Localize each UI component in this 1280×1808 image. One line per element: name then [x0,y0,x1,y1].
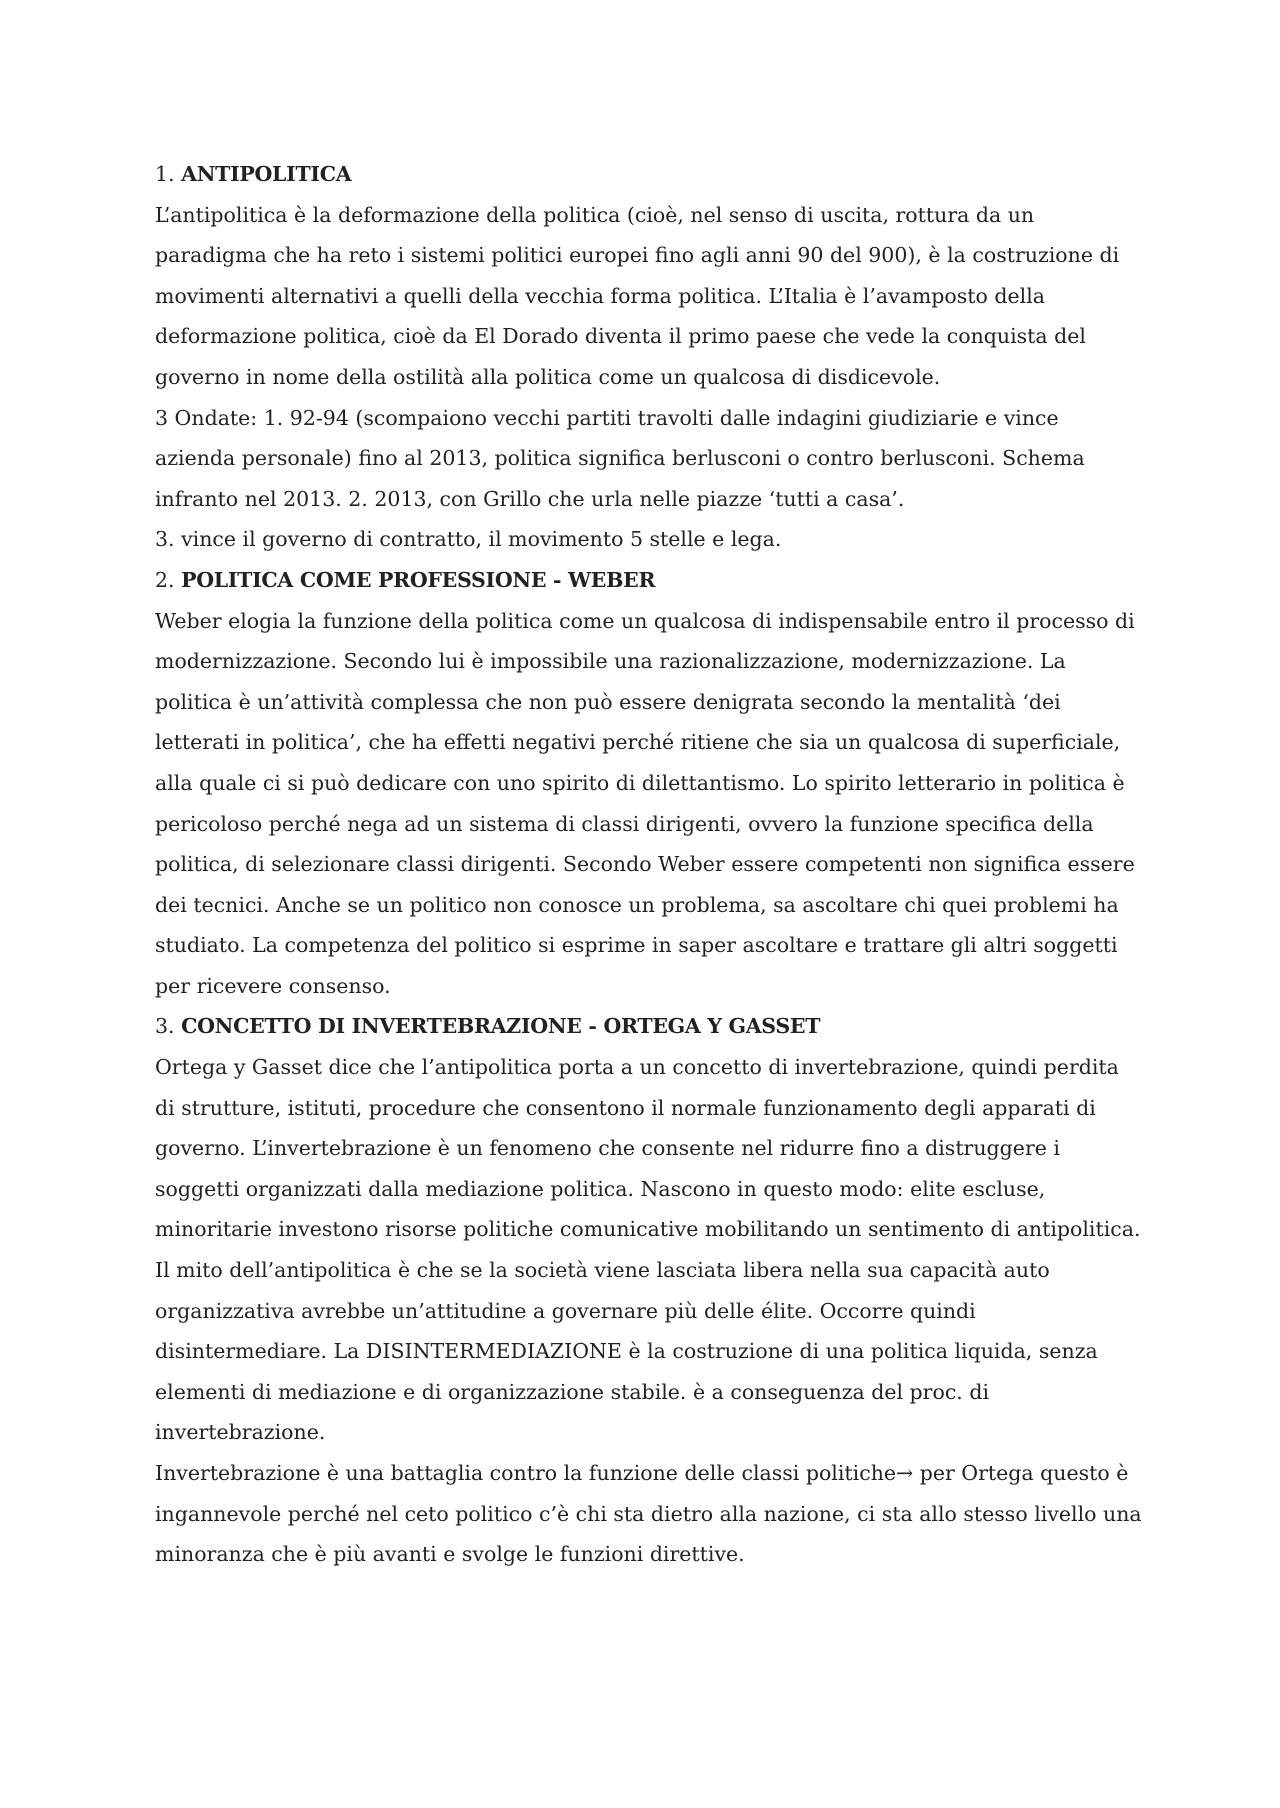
section-number: 1. [155,162,175,186]
section-title: POLITICA COME PROFESSIONE - WEBER [181,567,656,592]
section-heading [155,154,1145,195]
section-title: ANTIPOLITICA [181,162,352,186]
section-number: 2. [155,567,175,592]
paragraph: 3. vince il governo di contratto, il movimento 5 stelle e lega. [155,527,782,552]
section-invertebrazione [155,1006,1145,1574]
paragraph: L’antipolitica è la deformazione della politica (cioè, nel senso di uscita, rottura da un paradigma che ha reto i sistemi politici europei fino agli anni 90 del 900), è la costruzione di movimenti alternativi a quelli della vecchia forma politica. L’Italia è l’avamposto della deformazione politica, cioè da El Dorado diventa il primo paese che vede la conquista del governo in nome della ostilità alla politica come un qualcosa di disdicevole. [155,202,1120,389]
paragraph: Ortega y Gasset dice che l’antipolitica porta a un concetto di invertebrazione, quindi perdita di strutture, istituti, procedure che consentono il normale funzionamento degli apparati di governo. L’invertebrazione è un fenomeno che consente nel ridurre fino a distruggere i soggetti organizzati dalla mediazione politica. Nascono in questo modo: elite escluse, minoritarie investono risorse politiche comunicative mobilitando un sentimento di antipolitica. Il mito dell’antipolitica è che se la società viene lasciata libera nella sua capacità auto organizzativa avrebbe un’attitudine a governare più delle élite. Occorre quindi disintermediare. La DISINTERMEDIAZIONE è la costruzione di una politica liquida, senza elementi di mediazione e di organizzazione stabile. è a conseguenza del proc. di invertebrazione. [155,1055,1141,1445]
section-title: CONCETTO DI INVERTEBRAZIONE - ORTEGA Y GASSET [181,1014,821,1039]
paragraph: Invertebrazione è una battaglia contro la funzione delle classi politiche→ per Ortega questo è ingannevole perché nel ceto politico c’è chi sta dietro alla nazione, ci sta allo stesso livello una minoranza che è più avanti e svolge le funzioni direttive. [155,1461,1142,1567]
section-politica-come-professione [155,560,1145,1007]
document-page [155,154,1145,1575]
section-heading [155,1006,1145,1047]
paragraph: 3 Ondate: 1. 92-94 (scompaiono vecchi partiti travolti dalle indagini giudiziarie e vince azienda personale) fino al 2013, politica significa berlusconi o contro berlusconi. Schema infranto nel 2013. 2. 2013, con Grillo che urla nelle piazze ‘tutti a casa’. [155,405,1085,511]
section-antipolitica [155,154,1145,560]
paragraph: Weber elogia la funzione della politica come un qualcosa di indispensabile entro il processo di modernizzazione. Secondo lui è impossibile una razionalizzazione, modernizzazione. La politica è un’attività complessa che non può essere denigrata secondo la mentalità ‘dei letterati in politica’, che ha effetti negativi perché ritiene che sia un qualcosa di superficiale, alla quale ci si può dedicare con uno spirito di dilettantismo. Lo spirito letterario in politica è pericoloso perché nega ad un sistema di classi dirigenti, ovvero la funzione specifica della politica, di selezionare classi dirigenti. Secondo Weber essere competenti non significa essere dei tecnici. Anche se un politico non conosce un problema, sa ascoltare chi quei problemi ha studiato. La competenza del politico si esprime in saper ascoltare e trattare gli altri soggetti per ricevere consenso. [155,608,1135,998]
section-heading [155,560,1145,601]
section-number: 3. [155,1014,175,1039]
